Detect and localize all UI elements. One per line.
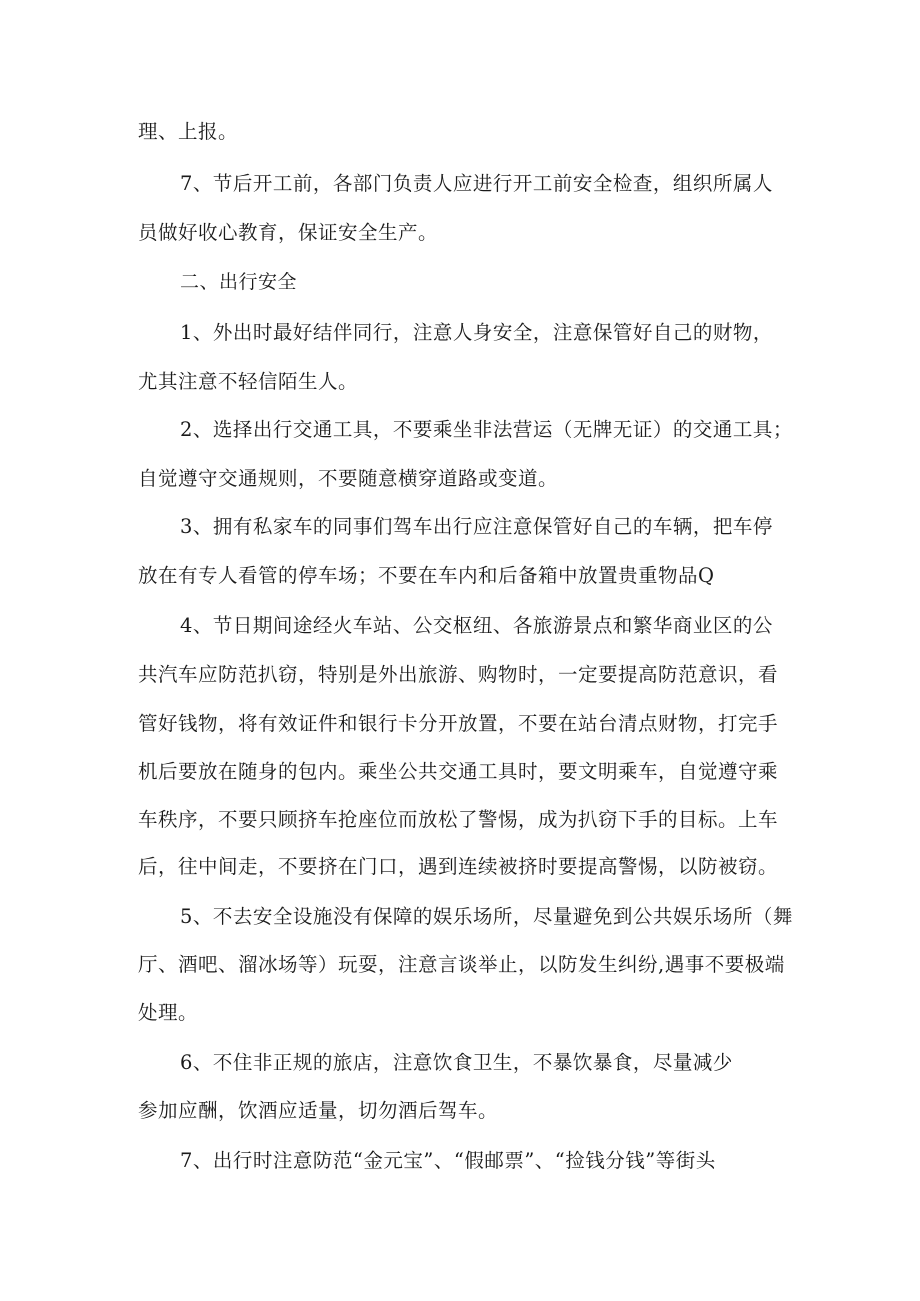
text-line-20: 6、不住非正规的旅店，注意饮食卫生，不暴饮暴食，尽量减少: [180, 1051, 733, 1074]
text-line-19: 处理。: [138, 1001, 199, 1024]
text-line-13: 管好钱物，将有效证件和银行卡分开放置，不要在站台清点财物，打完手: [138, 712, 779, 735]
text-line-10: 放在有专人看管的停车场；不要在车内和后备箱中放置贵重物品Q: [138, 564, 715, 587]
text-line-7: 2、选择出行交通工具，不要乘坐非法营运（无牌无证）的交通工具；: [180, 418, 793, 441]
text-line-8: 自觉遵守交通规则，不要随意横穿道路或变道。: [138, 467, 559, 490]
text-line-9: 3、拥有私家车的同事们驾车出行应注意保管好自己的车辆，把车停: [180, 515, 773, 538]
text-line-2: 7、节后开工前，各部门负责人应进行开工前安全检查，组织所属人: [180, 172, 773, 195]
text-line-14: 机后要放在随身的包内。乘坐公共交通工具时，要文明乘车，自觉遵守乘: [138, 760, 779, 783]
text-line-5: 1、外出时最好结伴同行，注意人身安全，注意保管好自己的财物，: [180, 321, 773, 344]
text-line-1: 理、上报。: [138, 120, 239, 143]
text-line-11: 4、节日期间途经火车站、公交枢纽、各旅游景点和繁华商业区的公: [180, 614, 773, 637]
text-line-18: 厅、酒吧、溜冰场等）玩耍，注意言谈举止，以防发生纠纷,遇事不要极端: [138, 953, 785, 976]
text-line-17: 5、不去安全设施没有保障的娱乐场所，尽量避免到公共娱乐场所（舞: [180, 905, 793, 928]
text-line-15: 车秩序，不要只顾挤车抢座位而放松了警惕，成为扒窃下手的目标。上车: [138, 808, 779, 831]
text-line-22: 7、出行时注意防范“金元宝”、“假邮票”、“捡钱分钱”等街头: [180, 1149, 716, 1172]
text-line-21: 参加应酬，饮酒应适量，切勿酒后驾车。: [138, 1099, 499, 1122]
text-line-12: 共汽车应防范扒窃，特别是外出旅游、购物时，一定要提高防范意识，看: [138, 663, 779, 686]
section-heading-travel-safety: 二、出行安全: [180, 271, 298, 293]
text-line-3: 员做好收心教育，保证安全生产。: [138, 221, 439, 244]
text-line-16: 后，往中间走，不要挤在门口，遇到连续被挤时要提高警惕，以防被窃。: [138, 855, 779, 878]
text-line-6: 尤其注意不轻信陌生人。: [138, 370, 359, 393]
